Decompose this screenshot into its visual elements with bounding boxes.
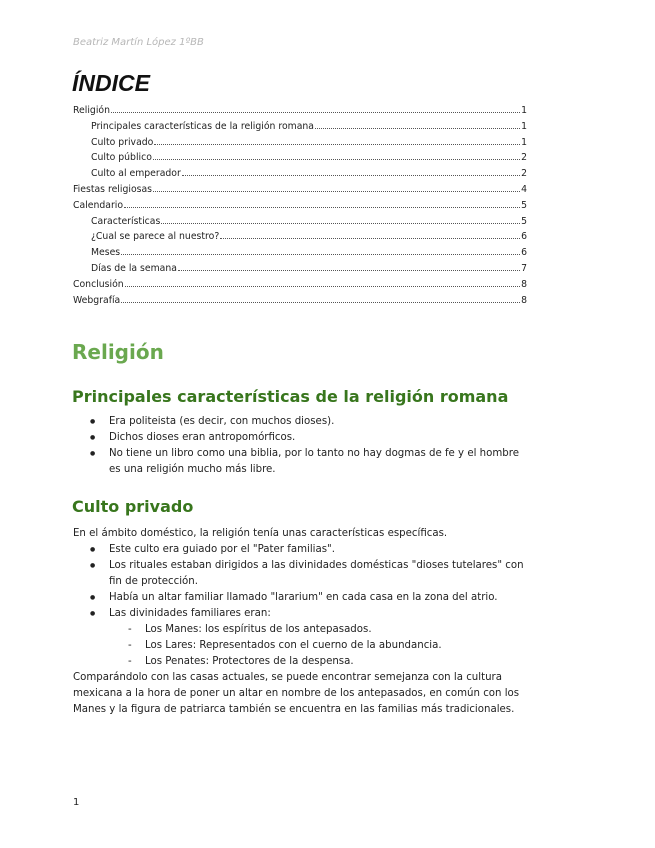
private-cult-conclusion: Comparándolo con las casas actuales, se puede encontrar semejanza con la cultura mexicana a la hora de poner un altar en nombre de los antepasados, en común con los Manes y la figura de patriarca también se encuentra en las familias más tradicionales. <box>73 672 520 715</box>
toc-leader-dots <box>315 127 520 129</box>
toc-entry-page: 4 <box>521 183 527 195</box>
toc-entry-label: Conclusión <box>73 278 124 290</box>
toc-entry-page: 5 <box>521 215 527 227</box>
list-item: ● No tiene un libro como una biblia, por lo tanto no hay dogmas de fe y el hombre es una religión mucho más libre. <box>73 446 533 478</box>
toc-leader-dots <box>154 143 520 145</box>
list-item: - Los Lares: Representados con el cuerno de la abundancia. <box>73 638 533 654</box>
list-item: ● Los rituales estaban dirigidos a las divinidades domésticas "dioses tutelares" con fin de protección. <box>73 558 533 590</box>
toc-entry-label: Meses <box>91 247 121 259</box>
characteristics-list-block <box>73 414 533 478</box>
toc-entry-label: Principales características de la religión romana <box>91 120 315 132</box>
characteristics-bullet-list <box>73 414 533 478</box>
toc-entry-page: 5 <box>521 199 527 211</box>
toc-entry[interactable] <box>73 150 527 166</box>
toc-entry[interactable] <box>73 166 527 182</box>
toc-entry[interactable] <box>73 103 527 119</box>
toc-entry[interactable] <box>73 198 527 214</box>
household-deities-list <box>73 622 533 670</box>
toc-entry-label: Calendario <box>73 199 124 211</box>
toc-entry-page: 7 <box>521 262 527 274</box>
toc-leader-dots <box>111 111 520 113</box>
private-cult-block <box>73 526 533 718</box>
toc-entry-label: ¿Cual se parece al nuestro? <box>91 231 220 243</box>
toc-entry[interactable] <box>73 119 527 135</box>
toc-leader-dots <box>125 285 520 287</box>
toc-leader-dots <box>161 222 520 224</box>
heading-religion: Religión <box>72 340 164 364</box>
table-of-contents <box>73 103 527 308</box>
heading-characteristics: Principales características de la religión romana <box>72 387 509 406</box>
toc-title: ÍNDICE <box>72 70 150 96</box>
list-item: - Los Manes: los espíritus de los antepasados. <box>73 622 533 638</box>
toc-entry-page: 2 <box>521 152 527 164</box>
toc-entry[interactable] <box>73 182 527 198</box>
toc-entry-label: Fiestas religiosas <box>73 183 153 195</box>
toc-entry-page: 6 <box>521 231 527 243</box>
toc-leader-dots <box>121 253 520 255</box>
heading-private-cult: Culto privado <box>72 497 194 516</box>
toc-entry-label: Características <box>91 215 161 227</box>
toc-entry-label: Religión <box>73 105 110 116</box>
toc-entry-label: Días de la semana <box>91 262 177 274</box>
toc-entry[interactable] <box>73 293 527 309</box>
toc-leader-dots <box>182 174 520 176</box>
toc-entry[interactable] <box>73 229 527 245</box>
toc-leader-dots <box>178 269 520 271</box>
list-item: ● Las divinidades familiares eran: <box>73 606 533 622</box>
toc-entry[interactable] <box>73 245 527 261</box>
toc-entry[interactable] <box>73 214 527 230</box>
toc-entry-page: 2 <box>521 168 527 180</box>
toc-entry-label: Culto público <box>91 152 152 164</box>
private-cult-intro: En el ámbito doméstico, la religión tenía unas características específicas. <box>73 528 448 539</box>
toc-entry-page: 1 <box>521 105 527 116</box>
toc-leader-dots <box>124 206 520 208</box>
toc-leader-dots <box>153 190 520 192</box>
private-cult-bullet-list <box>73 542 533 622</box>
toc-leader-dots <box>121 301 520 303</box>
toc-entry-page: 6 <box>521 247 527 259</box>
toc-leader-dots <box>220 237 520 239</box>
toc-entry-label: Webgrafía <box>73 294 121 306</box>
toc-entry-page: 1 <box>521 136 527 148</box>
document-header-author: Beatriz Martín López 1ºBB <box>73 37 204 48</box>
toc-entry[interactable] <box>73 277 527 293</box>
list-item: ● Había un altar familiar llamado "lararium" en cada casa en la zona del atrio. <box>73 590 533 606</box>
list-item: - Los Penates: Protectores de la despensa. <box>73 654 533 670</box>
list-item: ● Era politeista (es decir, con muchos dioses). <box>73 414 533 430</box>
toc-entry[interactable] <box>73 261 527 277</box>
list-item: ● Este culto era guiado por el "Pater familias". <box>73 542 533 558</box>
toc-entry[interactable] <box>73 135 527 151</box>
page-number: 1 <box>73 797 80 808</box>
toc-leader-dots <box>153 158 520 160</box>
list-item: ● Dichos dioses eran antropomórficos. <box>73 430 533 446</box>
toc-entry-label: Culto privado <box>91 136 154 148</box>
toc-entry-page: 8 <box>521 294 527 306</box>
toc-entry-page: 1 <box>521 120 527 132</box>
toc-entry-label: Culto al emperador <box>91 168 181 180</box>
toc-entry-page: 8 <box>521 278 527 290</box>
